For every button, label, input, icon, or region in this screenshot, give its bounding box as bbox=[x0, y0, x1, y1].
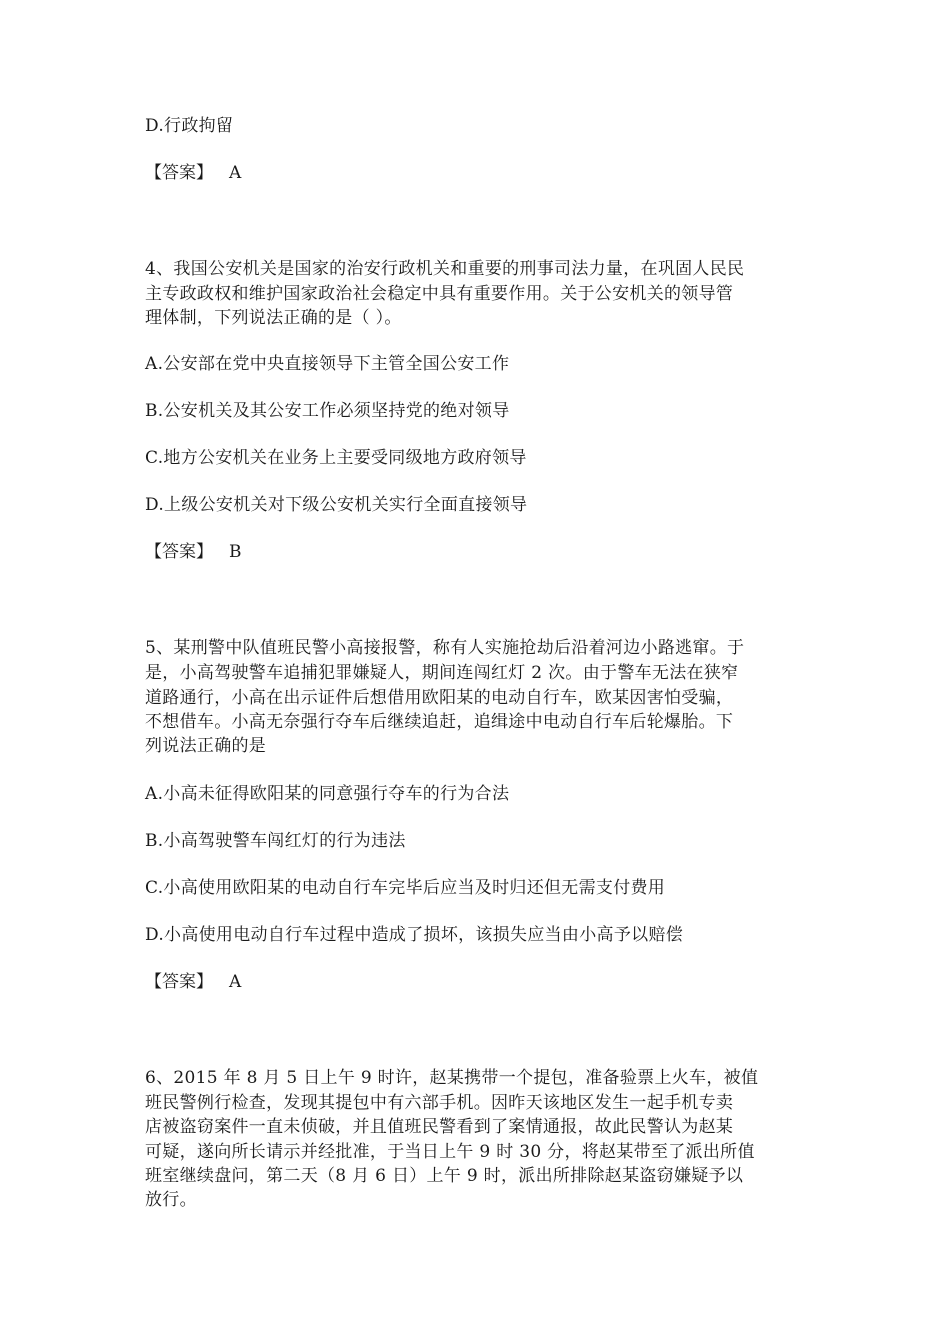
q5-stem-line-4: 不想借车。小高无奈强行夺车后继续追赶，追缉途中电动自行车后轮爆胎。下 bbox=[145, 712, 734, 732]
answer-value: A bbox=[229, 163, 242, 183]
q4-stem-line-2: 主专政政权和维护国家政治社会稳定中具有重要作用。关于公安机关的领导管 bbox=[145, 284, 734, 304]
q5-option-b: B.小高驾驶警车闯红灯的行为违法 bbox=[145, 831, 406, 851]
q6-stem-line-3: 店被盗窃案件一直未侦破，并且值班民警看到了案情通报，故此民警认为赵某 bbox=[145, 1117, 734, 1137]
answer-value: A bbox=[229, 972, 242, 992]
q4-stem-line-3: 理体制，下列说法正确的是（ ）。 bbox=[145, 308, 402, 328]
q5-answer bbox=[145, 970, 242, 994]
q5-stem-line-5: 列说法正确的是 bbox=[145, 736, 267, 756]
q3-answer bbox=[145, 161, 242, 185]
q6-stem-line-2: 班民警例行检查，发现其提包中有六部手机。因昨天该地区发生一起手机专卖 bbox=[145, 1093, 734, 1113]
q6-stem-line-5: 班室继续盘问，第二天（8 月 6 日）上午 9 时，派出所排除赵某盗窃嫌疑予以 bbox=[145, 1166, 744, 1186]
q5-stem-line-1: 5、某刑警中队值班民警小高接报警，称有人实施抢劫后沿着河边小路逃窜。于 bbox=[145, 638, 745, 658]
q6-stem-line-1: 6、2015 年 8 月 5 日上午 9 时许，赵某携带一个提包，准备验票上火车，被值 bbox=[145, 1068, 759, 1088]
q4-option-c: C.地方公安机关在业务上主要受同级地方政府领导 bbox=[145, 448, 527, 468]
q4-option-d: D.上级公安机关对下级公安机关实行全面直接领导 bbox=[145, 495, 528, 515]
q4-option-b: B.公安机关及其公安工作必须坚持党的绝对领导 bbox=[145, 401, 510, 421]
q6-stem-line-4: 可疑，遂向所长请示并经批准，于当日上午 9 时 30 分，将赵某带至了派出所值 bbox=[145, 1142, 755, 1162]
q3-option-d: D.行政拘留 bbox=[145, 116, 234, 136]
answer-label: 【答案】 bbox=[145, 542, 213, 562]
answer-value: B bbox=[229, 542, 242, 562]
q5-stem-line-2: 是，小高驾驶警车追捕犯罪嫌疑人，期间连闯红灯 2 次。由于警车无法在狭窄 bbox=[145, 663, 739, 683]
q5-stem-line-3: 道路通行，小高在出示证件后想借用欧阳某的电动自行车，欧某因害怕受骗， bbox=[145, 688, 734, 708]
q5-option-a: A.小高未征得欧阳某的同意强行夺车的行为合法 bbox=[145, 784, 510, 804]
q5-option-d: D.小高使用电动自行车过程中造成了损坏，该损失应当由小高予以赔偿 bbox=[145, 925, 684, 945]
q4-stem-line-1: 4、我国公安机关是国家的治安行政机关和重要的刑事司法力量，在巩固人民民 bbox=[145, 259, 745, 279]
answer-label: 【答案】 bbox=[145, 163, 213, 183]
q4-answer bbox=[145, 540, 242, 564]
answer-label: 【答案】 bbox=[145, 972, 213, 992]
q5-option-c: C.小高使用欧阳某的电动自行车完毕后应当及时归还但无需支付费用 bbox=[145, 878, 666, 898]
q4-option-a: A.公安部在党中央直接领导下主管全国公安工作 bbox=[145, 354, 510, 374]
q6-stem-line-6: 放行。 bbox=[145, 1190, 197, 1210]
